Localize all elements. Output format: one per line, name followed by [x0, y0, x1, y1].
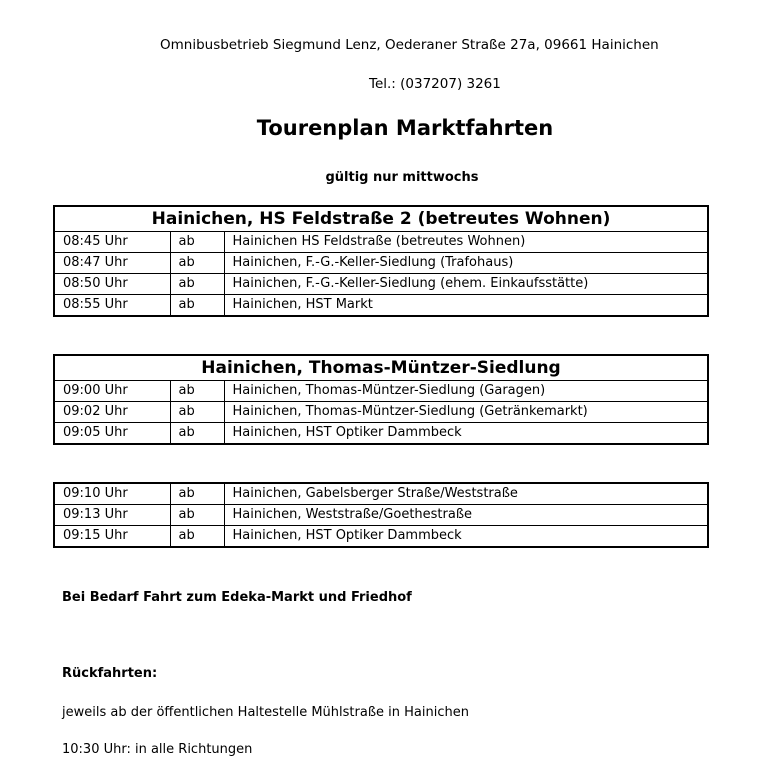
departure-marker: ab — [170, 274, 224, 295]
departure-time: 09:15 Uhr — [54, 526, 170, 548]
stop-name: Hainichen, Gabelsberger Straße/Weststraße — [224, 483, 708, 505]
on-demand-note: Bei Bedarf Fahrt zum Edeka-Markt und Friedhof — [62, 590, 412, 605]
table-heading: Hainichen, Thomas-Müntzer-Siedlung — [54, 355, 708, 381]
departure-time: 08:55 Uhr — [54, 295, 170, 317]
schedule-table-weststrasse — [53, 482, 709, 548]
page-title: Tourenplan Marktfahrten — [256, 116, 554, 140]
table-row — [54, 253, 708, 274]
table-row — [54, 402, 708, 423]
stop-name: Hainichen, Weststraße/Goethestraße — [224, 505, 708, 526]
departure-time: 09:13 Uhr — [54, 505, 170, 526]
departure-marker: ab — [170, 295, 224, 317]
stop-name: Hainichen, HST Optiker Dammbeck — [224, 526, 708, 548]
departure-marker: ab — [170, 402, 224, 423]
departure-marker: ab — [170, 526, 224, 548]
schedule-table-feldstrasse — [53, 205, 709, 317]
table-row — [54, 295, 708, 317]
departure-marker: ab — [170, 505, 224, 526]
table-row — [54, 274, 708, 295]
departure-marker: ab — [170, 253, 224, 274]
departure-time: 08:45 Uhr — [54, 232, 170, 253]
stop-name: Hainichen, F.-G.-Keller-Siedlung (ehem. Einkaufsstätte) — [224, 274, 708, 295]
departure-marker: ab — [170, 423, 224, 445]
departure-time: 08:47 Uhr — [54, 253, 170, 274]
table-row — [54, 423, 708, 445]
table-row — [54, 526, 708, 548]
departure-marker: ab — [170, 232, 224, 253]
table-heading: Hainichen, HS Feldstraße 2 (betreutes Wohnen) — [54, 206, 708, 232]
validity-note: gültig nur mittwochs — [325, 170, 479, 185]
stop-name: Hainichen, HST Optiker Dammbeck — [224, 423, 708, 445]
stop-name: Hainichen, F.-G.-Keller-Siedlung (Trafohaus) — [224, 253, 708, 274]
table-row — [54, 483, 708, 505]
stop-name: Hainichen, Thomas-Müntzer-Siedlung (Garagen) — [224, 381, 708, 402]
table-heading-row — [54, 355, 708, 381]
departure-time: 09:00 Uhr — [54, 381, 170, 402]
company-address: Omnibusbetrieb Siegmund Lenz, Oederaner Straße 27a, 09661 Hainichen — [160, 37, 659, 53]
return-trips-time: 10:30 Uhr: in alle Richtungen — [62, 742, 253, 757]
stop-name: Hainichen, HST Markt — [224, 295, 708, 317]
return-trips-heading: Rückfahrten: — [62, 666, 158, 681]
departure-marker: ab — [170, 381, 224, 402]
table-row — [54, 232, 708, 253]
stop-name: Hainichen, Thomas-Müntzer-Siedlung (Getränkemarkt) — [224, 402, 708, 423]
departure-time: 08:50 Uhr — [54, 274, 170, 295]
schedule-table-muentzer-siedlung — [53, 354, 709, 445]
departure-time: 09:02 Uhr — [54, 402, 170, 423]
table-row — [54, 381, 708, 402]
phone-number: Tel.: (037207) 3261 — [369, 76, 501, 92]
departure-marker: ab — [170, 483, 224, 505]
departure-time: 09:10 Uhr — [54, 483, 170, 505]
return-trips-text: jeweils ab der öffentlichen Haltestelle Mühlstraße in Hainichen — [62, 705, 469, 720]
stop-name: Hainichen HS Feldstraße (betreutes Wohnen) — [224, 232, 708, 253]
table-heading-row — [54, 206, 708, 232]
table-row — [54, 505, 708, 526]
departure-time: 09:05 Uhr — [54, 423, 170, 445]
